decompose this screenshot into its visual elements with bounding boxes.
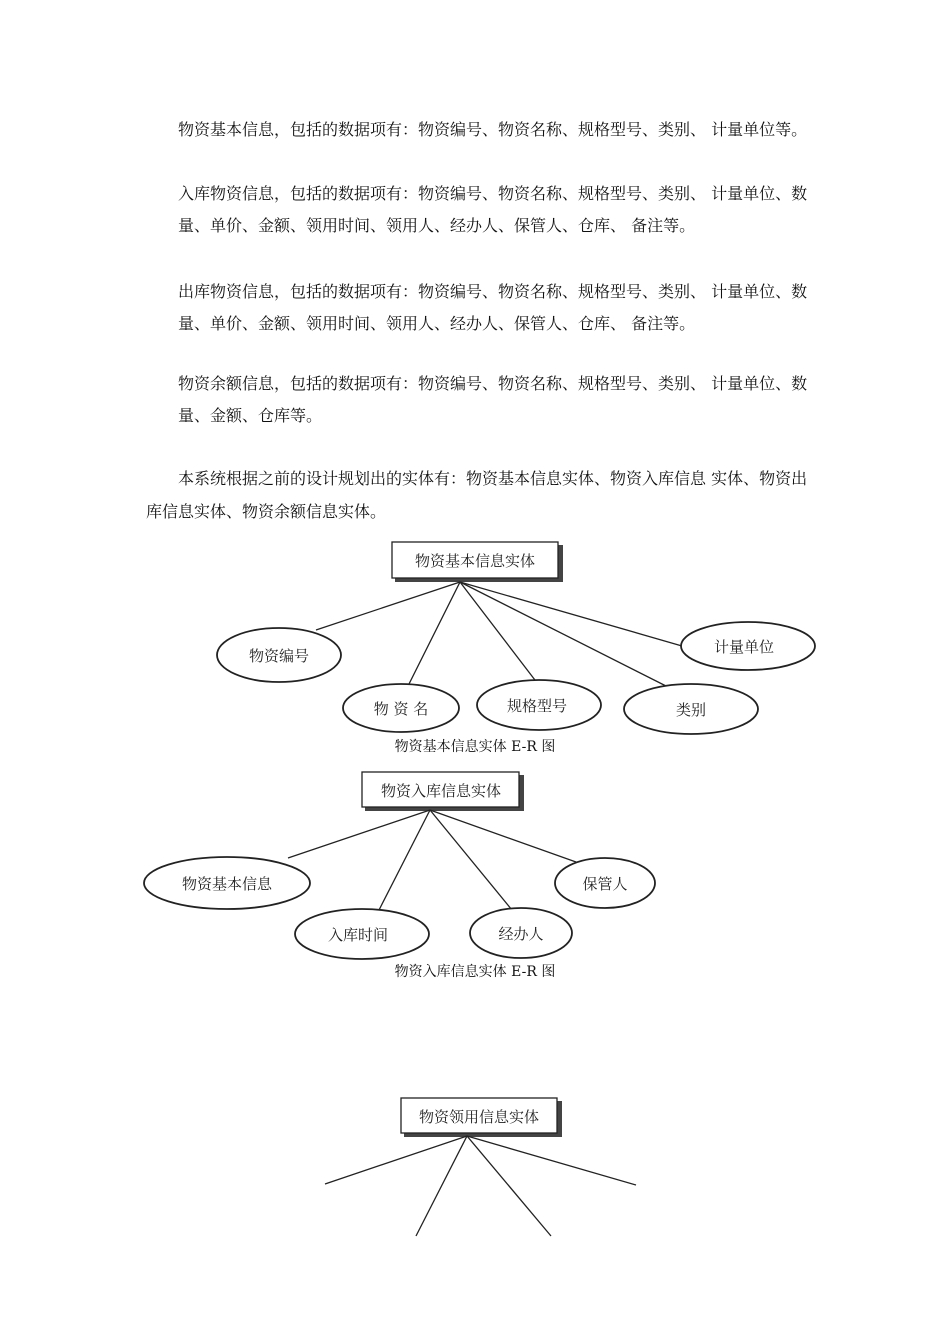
caption-diagram-inbound-info: 物资入库信息实体 E-R 图 xyxy=(394,964,556,980)
attribute-ellipse xyxy=(144,857,310,909)
paragraph-entity-intro: 本系统根据之前的设计规划出的实体有：物资基本信息实体、物资入库信息 实体、物资出库信息实体、物资余额信息实体。 xyxy=(146,469,808,521)
paragraph-basic-info: 物资基本信息，包括的数据项有：物资编号、物资名称、规格型号、类别、 计量单位等。 xyxy=(178,120,808,139)
attribute-ellipse xyxy=(555,858,655,908)
entity-label: 物资入库信息实体 xyxy=(380,782,502,800)
attribute-ellipse xyxy=(624,684,758,734)
attribute-ellipse xyxy=(217,628,341,682)
caption-diagram-basic-info: 物资基本信息实体 E-R 图 xyxy=(394,739,556,755)
paragraph-balance-info: 物资余额信息，包括的数据项有：物资编号、物资名称、规格型号、类别、 计量单位、数量、金额、仓库等。 xyxy=(178,374,808,425)
entity-box xyxy=(392,542,563,582)
attribute-ellipse xyxy=(477,680,601,730)
entity-label: 物资领用信息实体 xyxy=(418,1108,540,1126)
entity-box xyxy=(401,1098,562,1137)
attribute-ellipse xyxy=(681,622,815,670)
svg-text:类别: 类别 xyxy=(675,701,707,719)
svg-text:保管人: 保管人 xyxy=(582,875,628,893)
svg-text:计量单位: 计量单位 xyxy=(713,638,775,656)
svg-text:物 资 名: 物 资 名 xyxy=(373,700,429,718)
entity-label: 物资基本信息实体 xyxy=(414,552,536,570)
er-diagram-basic-info xyxy=(0,530,950,740)
paragraph-outbound-info: 出库物资信息，包括的数据项有：物资编号、物资名称、规格型号、类别、 计量单位、数量、单价、金额、领用时间、领用人、经办人、保管人、仓库、 备注等。 xyxy=(178,282,808,333)
svg-text:物资编号: 物资编号 xyxy=(248,647,310,665)
svg-text:规格型号: 规格型号 xyxy=(506,697,568,715)
attribute-ellipse xyxy=(470,908,572,958)
entity-box xyxy=(362,772,524,811)
svg-text:物资基本信息: 物资基本信息 xyxy=(181,875,273,893)
svg-text:经办人: 经办人 xyxy=(498,925,544,943)
er-diagram-requisition-info xyxy=(0,1090,950,1250)
attribute-ellipse xyxy=(343,684,459,732)
paragraph-inbound-info: 入库物资信息，包括的数据项有：物资编号、物资名称、规格型号、类别、 计量单位、数量、单价、金额、领用时间、领用人、经办人、保管人、仓库、 备注等。 xyxy=(178,184,808,235)
attribute-ellipse xyxy=(295,909,429,959)
svg-text:入库时间: 入库时间 xyxy=(327,926,389,944)
er-diagram-inbound-info xyxy=(0,765,950,965)
